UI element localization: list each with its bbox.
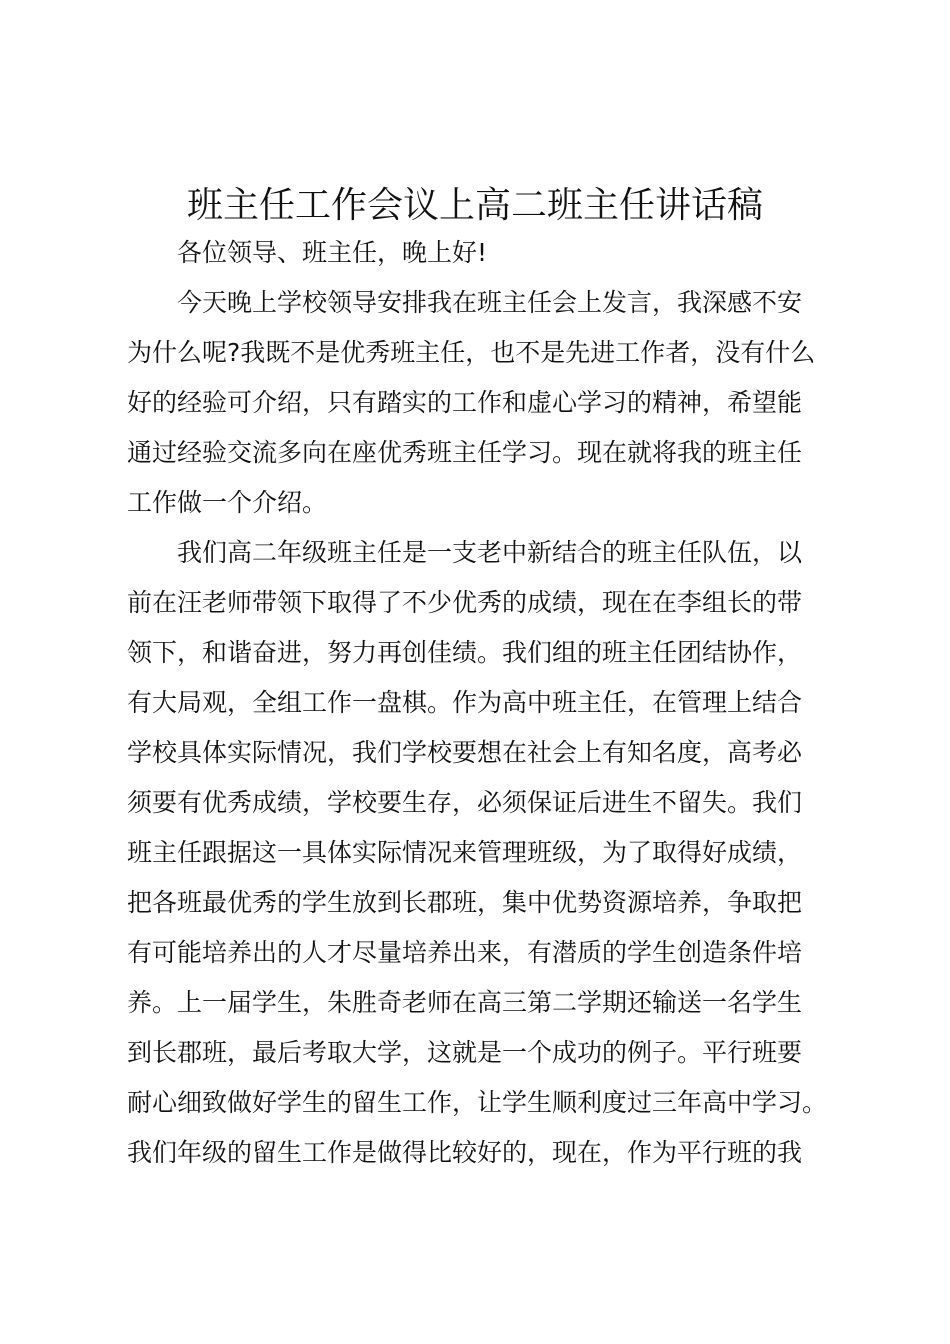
paragraph-1-line-5: 工作做一个介绍。 bbox=[127, 488, 328, 517]
paragraph-2-line-2: 前在汪老师带领下取得了不少优秀的成绩，现在在李组长的带 bbox=[127, 588, 803, 617]
paragraph-2-line-3: 领下，和谐奋进，努力再创佳绩。我们组的班主任团结协作， bbox=[127, 638, 803, 667]
paragraph-1-line-1: 今天晚上学校领导安排我在班主任会上发言，我深感不安 bbox=[177, 288, 803, 317]
paragraph-2-line-9: 有可能培养出的人才尽量培养出来，有潜质的学生创造条件培 bbox=[127, 938, 803, 967]
paragraph-2-line-8: 把各班最优秀的学生放到长郡班，集中优势资源培养，争取把 bbox=[127, 888, 803, 917]
paragraph-2-line-12: 耐心细致做好学生的留生工作，让学生顺利度过三年高中学习。 bbox=[127, 1088, 828, 1117]
paragraph-2-line-5: 学校具体实际情况，我们学校要想在社会上有知名度，高考必 bbox=[127, 738, 803, 767]
paragraph-2-line-4: 有大局观，全组工作一盘棋。作为高中班主任，在管理上结合 bbox=[127, 688, 803, 717]
paragraph-2-line-10: 养。上一届学生，朱胜奇老师在高三第二学期还输送一名学生 bbox=[127, 988, 803, 1017]
paragraph-2-line-6: 须要有优秀成绩，学校要生存，必须保证后进生不留失。我们 bbox=[127, 788, 803, 817]
paragraph-1-line-4: 通过经验交流多向在座优秀班主任学习。现在就将我的班主任 bbox=[127, 438, 803, 467]
paragraph-2-line-13: 我们年级的留生工作是做得比较好的，现在，作为平行班的我 bbox=[127, 1138, 803, 1167]
paragraph-2-line-7: 班主任跟据这一具体实际情况来管理班级，为了取得好成绩， bbox=[127, 838, 803, 867]
greeting-line: 各位领导、班主任，晚上好! bbox=[177, 238, 488, 267]
document-title: 班主任工作会议上高二班主任讲话稿 bbox=[186, 185, 763, 226]
paragraph-2-line-11: 到长郡班，最后考取大学，这就是一个成功的例子。平行班要 bbox=[127, 1038, 803, 1067]
paragraph-2-line-1: 我们高二年级班主任是一支老中新结合的班主任队伍，以 bbox=[177, 538, 803, 567]
paragraph-1-line-3: 好的经验可介绍，只有踏实的工作和虚心学习的精神，希望能 bbox=[127, 388, 803, 417]
document-body bbox=[127, 228, 847, 1178]
paragraph-1-line-2: 为什么呢?我既不是优秀班主任，也不是先进工作者，没有什么 bbox=[127, 338, 816, 367]
